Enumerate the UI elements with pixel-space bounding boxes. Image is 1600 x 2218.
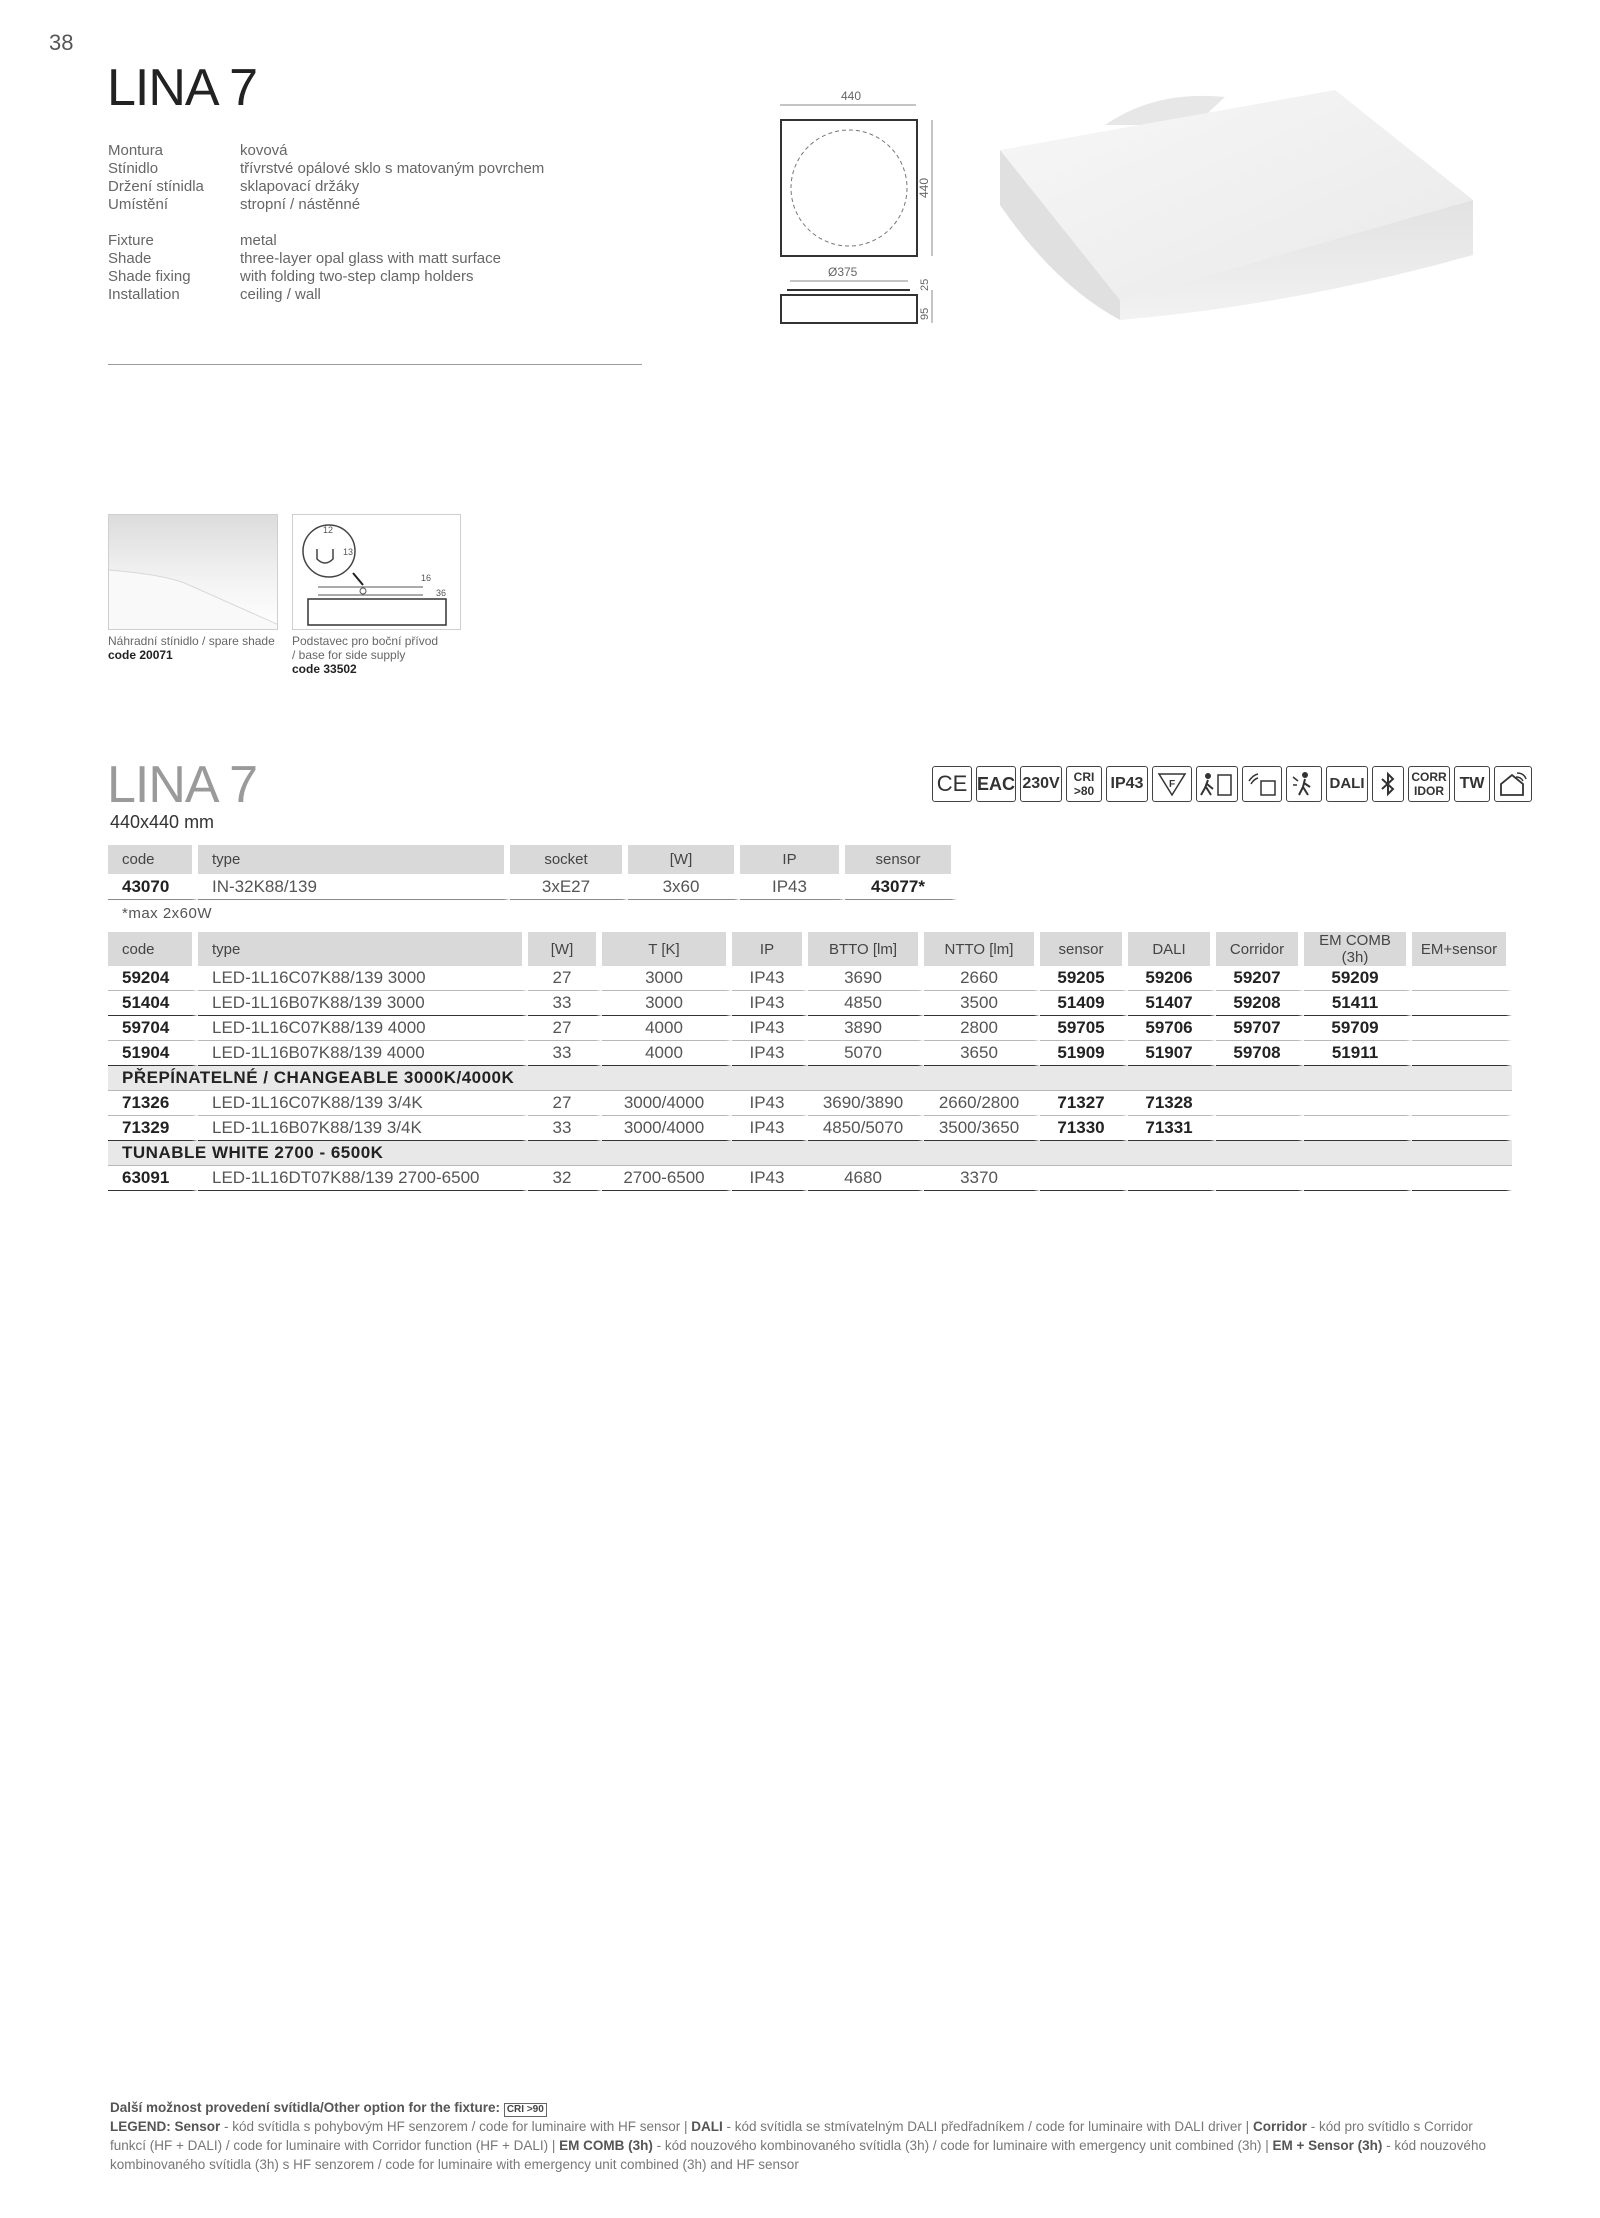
offset-dim: 25 xyxy=(919,278,931,291)
table-cell: 59206 xyxy=(1128,966,1216,991)
table-cell xyxy=(1304,1116,1412,1141)
table-cell: 32 xyxy=(528,1166,602,1191)
table-cell xyxy=(1216,1091,1304,1116)
table-cell: IP43 xyxy=(732,966,808,991)
table-cell: 3000 xyxy=(602,991,732,1016)
col-watt: [W] xyxy=(628,845,740,874)
table-row xyxy=(108,1166,1512,1191)
table-cell xyxy=(1128,1166,1216,1191)
tunable-white-icon: TW xyxy=(1454,766,1490,802)
table-cell: 2660 xyxy=(924,966,1040,991)
spec-row xyxy=(108,196,544,214)
table-cell: 51404 xyxy=(108,991,198,1016)
table-cell: 33 xyxy=(528,1116,602,1141)
table-cell: LED-1L16DT07K88/139 2700-6500 xyxy=(198,1166,528,1191)
spare-shade-image xyxy=(108,514,278,630)
svg-text:36: 36 xyxy=(436,588,447,598)
section-row xyxy=(108,1141,1512,1166)
table-cell: 51904 xyxy=(108,1041,198,1066)
column-header: EM+sensor xyxy=(1412,932,1512,966)
led-fixture-table xyxy=(108,932,1512,1191)
table-cell: LED-1L16B07K88/139 4000 xyxy=(198,1041,528,1066)
size-label: 440x440 mm xyxy=(110,812,215,832)
table-cell: IP43 xyxy=(732,1166,808,1191)
f-mark-icon xyxy=(1152,766,1192,802)
spec-value: ceiling / wall xyxy=(240,286,321,303)
table-cell xyxy=(1304,1091,1412,1116)
table-row xyxy=(108,1041,1512,1066)
table-cell: LED-1L16B07K88/139 3000 xyxy=(198,991,528,1016)
table-cell: 59205 xyxy=(1040,966,1128,991)
table-cell xyxy=(1412,1166,1512,1191)
table-cell: 71329 xyxy=(108,1116,198,1141)
smart-home-icon xyxy=(1494,766,1532,802)
table-cell: 51909 xyxy=(1040,1041,1128,1066)
base-caption: Podstavec pro boční přívod / base for side supply code 33502 xyxy=(292,634,439,676)
spec-key: Shade xyxy=(108,250,152,267)
table-row xyxy=(108,991,1512,1016)
table-row xyxy=(108,1016,1512,1041)
max-note: *max 2x60W xyxy=(122,905,213,922)
table-cell: 3000/4000 xyxy=(602,1091,732,1116)
diameter-dim: Ø375 xyxy=(828,265,858,279)
svg-text:16: 16 xyxy=(421,573,432,583)
legend: Další možnost provedení svítidla/Other option for the fixture: CRI >90 LEGEND: Sensor - kód svítidla s pohybovým HF senzorem / code for luminaire with HF sensor | DALI - kód svítidla se stmívatelným DALI předřadníkem / code for luminaire with DALI driver | Corridor - kód pro svítidlo s Corridor funkcí (HF + DALI) / code for luminaire with Corridor function (HF + DALI) | EM COMB (3h) - kód nouzového kombinovaného svítidla (3h) / code for luminaire with emergency unit combined (3h) | EM + Sensor (3h) - kód nouzového kombinovaného svítidla (3h) s HF senzorem / code for luminaire with emergency unit combined (3h) and HF sensor xyxy=(110,2100,1486,2172)
person-icon xyxy=(1286,766,1322,802)
table-cell: IP43 xyxy=(732,1016,808,1041)
table-cell xyxy=(1412,966,1512,991)
table-cell: IP43 xyxy=(732,1091,808,1116)
table-cell: 4680 xyxy=(808,1166,924,1191)
col-sensor: sensor xyxy=(845,845,957,874)
table-cell: 33 xyxy=(528,991,602,1016)
spec-value: with folding two-step clamp holders xyxy=(240,268,474,285)
voltage-icon: 230V xyxy=(1020,766,1062,802)
eac-icon: EAC xyxy=(976,766,1016,802)
spec-value: třívrstvé opálové sklo s matovaným povrchem xyxy=(240,160,545,177)
section-heading: TUNABLE WHITE 2700 - 6500K xyxy=(108,1141,1512,1166)
table-cell: 59709 xyxy=(1304,1016,1412,1041)
table-cell: 59207 xyxy=(1216,966,1304,991)
spec-row xyxy=(108,286,544,304)
svg-text:13: 13 xyxy=(343,547,354,557)
table-row: 43070 IN-32K88/139 3xE27 3x60 IP43 43077* xyxy=(108,874,957,900)
product-photo xyxy=(995,85,1475,325)
corridor-icon: CORR IDOR xyxy=(1408,766,1450,802)
table-cell: 71326 xyxy=(108,1091,198,1116)
table-cell: 3650 xyxy=(924,1041,1040,1066)
table-cell xyxy=(1412,991,1512,1016)
table-cell: 59705 xyxy=(1040,1016,1128,1041)
table-cell: 3500/3650 xyxy=(924,1116,1040,1141)
table-cell: 3000/4000 xyxy=(602,1116,732,1141)
spec-row xyxy=(108,268,544,286)
bluetooth-icon xyxy=(1372,766,1404,802)
table-cell: IP43 xyxy=(732,1116,808,1141)
table-cell: 51407 xyxy=(1128,991,1216,1016)
table-cell: 51907 xyxy=(1128,1041,1216,1066)
spec-row xyxy=(108,142,544,160)
certification-icons xyxy=(932,766,1532,802)
table-cell: IP43 xyxy=(732,991,808,1016)
table-cell: 71327 xyxy=(1040,1091,1128,1116)
column-header: T [K] xyxy=(602,932,732,966)
spec-value: sklapovací držáky xyxy=(240,178,360,195)
spec-list xyxy=(108,142,544,304)
table-row xyxy=(108,1116,1512,1141)
table-cell: 71330 xyxy=(1040,1116,1128,1141)
page-number: 38 xyxy=(49,30,74,55)
spec-row xyxy=(108,160,544,178)
table-cell: 3500 xyxy=(924,991,1040,1016)
column-header: DALI xyxy=(1128,932,1216,966)
spec-key: Fixture xyxy=(108,232,154,249)
column-header: code xyxy=(108,932,198,966)
spare-shade-caption: Náhradní stínidlo / spare shade code 20071 xyxy=(108,634,275,662)
table-row xyxy=(108,966,1512,991)
spec-key: Montura xyxy=(108,142,164,159)
table-cell: 63091 xyxy=(108,1166,198,1191)
table-cell: 3370 xyxy=(924,1166,1040,1191)
table-cell: 3690 xyxy=(808,966,924,991)
spec-row xyxy=(108,250,544,268)
table-cell: 71328 xyxy=(1128,1091,1216,1116)
spec-row xyxy=(108,178,544,196)
sensor-icon xyxy=(1242,766,1282,802)
table-cell: 51411 xyxy=(1304,991,1412,1016)
column-header: NTTO [lm] xyxy=(924,932,1040,966)
classic-fixture-table xyxy=(108,845,957,900)
dali-icon: DALI xyxy=(1326,766,1368,802)
spec-key: Stínidlo xyxy=(108,160,159,177)
exit-sign-icon xyxy=(1196,766,1238,802)
col-type: type xyxy=(198,845,510,874)
table-cell: 51911 xyxy=(1304,1041,1412,1066)
cri-icon: CRI >80 xyxy=(1066,766,1102,802)
table-cell: 59704 xyxy=(108,1016,198,1041)
table-cell xyxy=(1216,1116,1304,1141)
cri-90-icon: CRI >90 xyxy=(504,2103,547,2117)
technical-drawing xyxy=(770,88,960,334)
table-cell: 33 xyxy=(528,1041,602,1066)
table-cell: 59208 xyxy=(1216,991,1304,1016)
width-dim: 440 xyxy=(841,89,862,103)
spec-key: Installation xyxy=(108,286,180,303)
spec-row xyxy=(108,232,544,250)
table-cell: 3690/3890 xyxy=(808,1091,924,1116)
table-cell: LED-1L16C07K88/139 3000 xyxy=(198,966,528,991)
table-cell xyxy=(1412,1116,1512,1141)
ce-icon: CE xyxy=(932,766,972,802)
col-socket: socket xyxy=(510,845,628,874)
table-cell: 51409 xyxy=(1040,991,1128,1016)
table-cell xyxy=(1040,1166,1128,1191)
divider xyxy=(108,364,642,365)
column-header: BTTO [lm] xyxy=(808,932,924,966)
column-header: sensor xyxy=(1040,932,1128,966)
svg-text:12: 12 xyxy=(323,525,334,535)
table-cell: LED-1L16C07K88/139 4000 xyxy=(198,1016,528,1041)
table-cell: 2660/2800 xyxy=(924,1091,1040,1116)
table-cell: 4000 xyxy=(602,1016,732,1041)
ip-icon: IP43 xyxy=(1106,766,1148,802)
spec-key: Shade fixing xyxy=(108,268,191,285)
spec-value: stropní / nástěnné xyxy=(240,196,361,213)
col-ip: IP xyxy=(740,845,845,874)
table-cell: 5070 xyxy=(808,1041,924,1066)
spec-value: three-layer opal glass with matt surface xyxy=(240,250,501,267)
table-cell: 4000 xyxy=(602,1041,732,1066)
spec-value: metal xyxy=(240,232,277,249)
table-cell: 27 xyxy=(528,1091,602,1116)
table-cell: 4850/5070 xyxy=(808,1116,924,1141)
table-cell: 2700-6500 xyxy=(602,1166,732,1191)
table-cell xyxy=(1412,1091,1512,1116)
table-cell xyxy=(1304,1166,1412,1191)
column-header: type xyxy=(198,932,528,966)
table-cell: 59209 xyxy=(1304,966,1412,991)
table-cell: 2800 xyxy=(924,1016,1040,1041)
table-cell xyxy=(1412,1041,1512,1066)
table-cell: 59708 xyxy=(1216,1041,1304,1066)
table-cell: LED-1L16C07K88/139 3/4K xyxy=(198,1091,528,1116)
table-cell: 27 xyxy=(528,1016,602,1041)
svg-text:F: F xyxy=(1169,779,1176,790)
height-dim: 440 xyxy=(917,177,931,198)
table-cell: 71331 xyxy=(1128,1116,1216,1141)
table-cell: 59706 xyxy=(1128,1016,1216,1041)
table-cell: 4850 xyxy=(808,991,924,1016)
table-row xyxy=(108,1091,1512,1116)
column-header: Corridor xyxy=(1216,932,1304,966)
section-row xyxy=(108,1066,1512,1091)
column-header: EM COMB (3h) xyxy=(1304,932,1412,966)
column-header: [W] xyxy=(528,932,602,966)
spec-key: Držení stínidla xyxy=(108,178,204,195)
table-cell xyxy=(1216,1166,1304,1191)
table-cell: 27 xyxy=(528,966,602,991)
spec-value: kovová xyxy=(240,142,288,159)
table-cell: LED-1L16B07K88/139 3/4K xyxy=(198,1116,528,1141)
depth-dim: 95 xyxy=(919,307,931,320)
table-cell: 3890 xyxy=(808,1016,924,1041)
table-cell: 59204 xyxy=(108,966,198,991)
section-title: LINA 7 xyxy=(107,756,258,814)
table-cell: IP43 xyxy=(732,1041,808,1066)
table-cell: 59707 xyxy=(1216,1016,1304,1041)
col-code: code xyxy=(108,845,198,874)
column-header: IP xyxy=(732,932,808,966)
table-cell: 3000 xyxy=(602,966,732,991)
spec-key: Umístění xyxy=(108,196,169,213)
table-cell xyxy=(1412,1016,1512,1041)
product-title: LINA 7 xyxy=(107,59,258,117)
section-heading: PŘEPÍNATELNÉ / CHANGEABLE 3000K/4000K xyxy=(108,1066,1512,1091)
side-supply-base-image xyxy=(292,514,461,630)
